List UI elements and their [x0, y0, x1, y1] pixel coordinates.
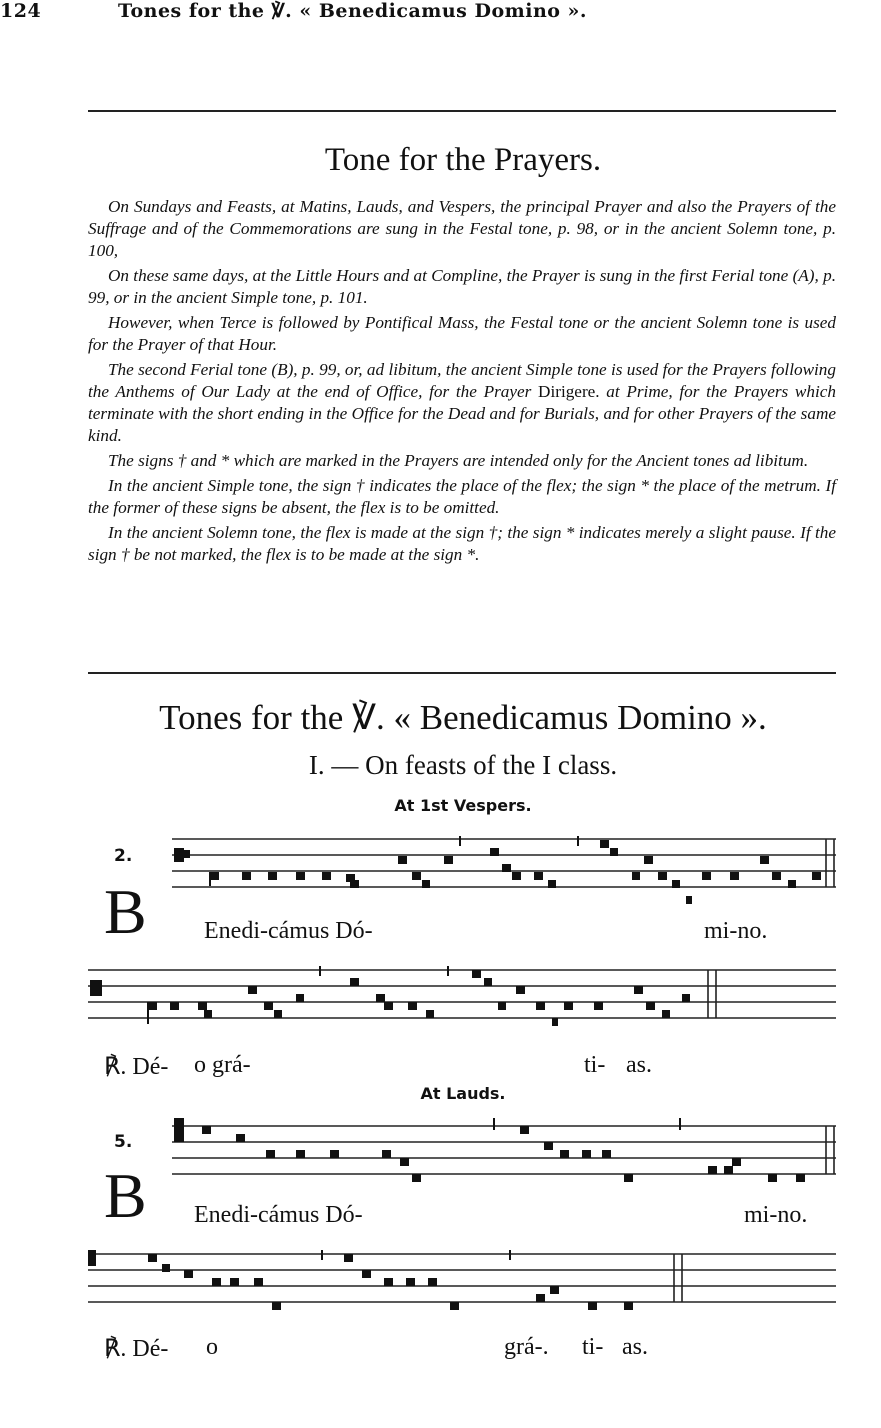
- chant-number: 2.: [114, 846, 133, 866]
- class-subheading: I. — On feasts of the I class.: [308, 750, 618, 780]
- rubric-paragraph: On these same days, at the Little Hours and at Compline, the Prayer is sung in the first Ferial tone (A), p. 99, or in the ancient Simple tone, p. 101.: [88, 266, 837, 307]
- lyric-syllable: o: [206, 1334, 218, 1360]
- rubric-paragraph: On Sundays and Feasts, at Matins, Lauds, and Vespers, the principal Prayer and also the Prayers of the Suffrage and of the Commemorations are sung in the Festal tone, p. 98, or in the ancient Solemn tone, p. 100,: [88, 197, 836, 260]
- rubric-paragraph: [88, 359, 836, 447]
- rubric-text: The second Ferial tone (B), p. 99, or, ad libitum, the ancient Simple tone is used for the Prayers following the Anthems of Our Lady at the end of Office, for the Prayer: [88, 360, 836, 401]
- initial-letter: B: [104, 876, 147, 947]
- staff-vespers-versicle: [172, 836, 836, 896]
- staff-vespers-response: [88, 966, 836, 1046]
- page-number: 124: [0, 0, 42, 22]
- neume-group: [210, 836, 821, 904]
- section-rule: [88, 672, 836, 674]
- neume-group: [148, 1250, 633, 1310]
- running-title: Tones for the ℣. « Benedicamus Domino ».: [118, 0, 588, 22]
- rubric-upright-word: Dirigere.: [538, 382, 600, 401]
- staff-lauds-versicle: [172, 1118, 836, 1198]
- lyric-syllable: grá-.: [504, 1334, 549, 1360]
- lyric-syllable: as.: [622, 1334, 648, 1360]
- lyric-syllable: Enedi-cámus Dó-: [204, 918, 373, 944]
- lyric-syllable: Enedi-cámus Dó-: [194, 1202, 363, 1228]
- neume-group: [202, 1118, 805, 1182]
- lyric-syllable: ℟. Dé-: [104, 1336, 169, 1362]
- staff-lauds-response: [88, 1250, 836, 1320]
- prayers-title: Tone for the Prayers.: [324, 142, 602, 178]
- lyric-syllable: ti-: [582, 1334, 604, 1360]
- lyric-syllable: ti-: [584, 1052, 606, 1078]
- chant-number: 5.: [114, 1132, 133, 1152]
- header-rule: [88, 110, 836, 112]
- rubric-paragraph: In the ancient Simple tone, the sign † indicates the place of the flex; the sign * the place of the metrum. If the former of these signs be absent, the flex is to be omitted.: [88, 476, 836, 517]
- rubric-text: at Prime, for the Prayers which terminate with the short ending in the Office for the Dead and for Burials, and for other Prayers of the same kind.: [88, 382, 836, 445]
- lyric-syllable: ℟. Dé-: [104, 1054, 169, 1080]
- lyric-syllable: o grá-: [194, 1052, 251, 1078]
- neume-group: [148, 966, 690, 1026]
- rubric-paragraph: However, when Terce is followed by Pontifical Mass, the Festal tone or the ancient Solemn tone is used for the Prayer of that Hour.: [88, 313, 836, 354]
- rubric-paragraph: The signs † and * which are marked in the Prayers are intended only for the Ancient tones ad libitum.: [108, 451, 809, 470]
- lyric-syllable: mi-no.: [704, 918, 768, 944]
- lyric-syllable: mi-no.: [744, 1202, 808, 1228]
- rubric-paragraph: In the ancient Solemn tone, the flex is made at the sign †; the sign * indicates merely a slight pause. If the sign † be not marked, the flex is to be made at the sign *.: [88, 523, 836, 564]
- initial-letter: B: [104, 1160, 147, 1231]
- occasion-vespers: At 1st Vespers.: [394, 796, 532, 815]
- tones-title: Tones for the ℣. « Benedicamus Domino ».: [159, 698, 767, 737]
- running-head: [0, 0, 750, 30]
- occasion-lauds: At Lauds.: [420, 1084, 506, 1103]
- rubrics-block: [88, 196, 836, 569]
- lyric-syllable: as.: [626, 1052, 652, 1078]
